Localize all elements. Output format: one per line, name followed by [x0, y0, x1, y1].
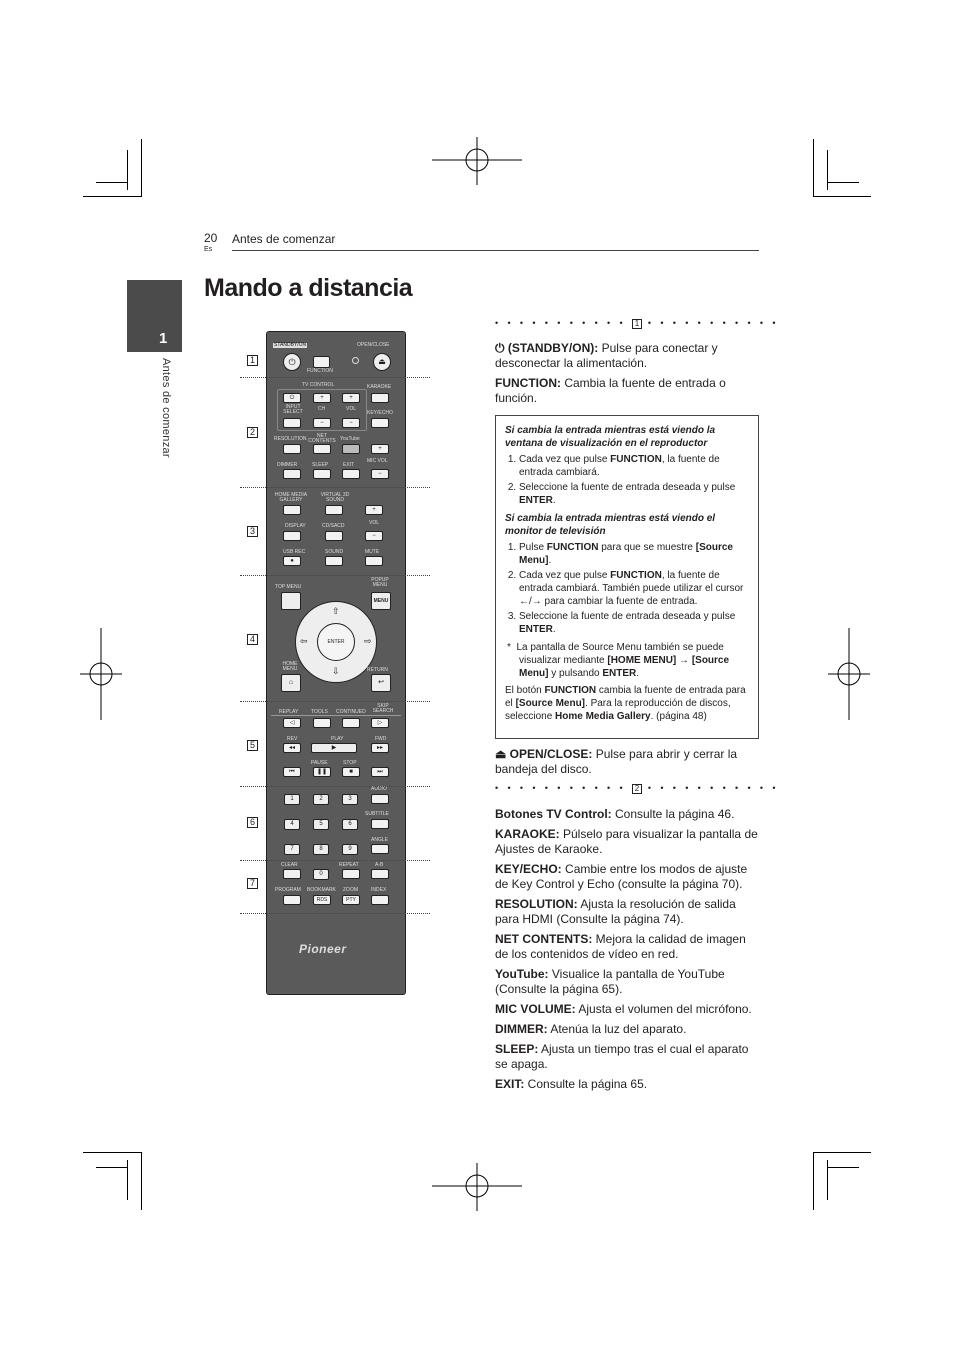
section-marker-1: 1: [247, 355, 258, 366]
tv-vol-down-button[interactable]: −: [342, 418, 360, 428]
box-heading-1: Si cambia la entrada mientras está viendo la ventana de visualización en el reproductor: [505, 425, 716, 449]
item-exit: EXIT: Consulte la página 65.: [495, 1077, 648, 1091]
item-sleep: SLEEP: Ajusta un tiempo tras el cual el aparato se apaga.: [495, 1042, 749, 1071]
section-divider: [240, 913, 430, 914]
cursor-ring[interactable]: [295, 601, 377, 683]
ch-label: CH: [318, 406, 326, 412]
section-divider: [240, 786, 430, 787]
ch-down-button[interactable]: −: [313, 418, 331, 428]
next-button[interactable]: ⏭: [371, 767, 389, 777]
repeat-button[interactable]: [342, 869, 360, 879]
home-media-gallery-label: HOME MEDIA GALLERY: [274, 492, 308, 503]
standby-description: [495, 341, 760, 371]
box-step: 2. Seleccione la fuente de entrada deseada y pulse ENTER.: [519, 481, 749, 507]
resolution-button[interactable]: [283, 444, 301, 454]
desc: Pulse para abrir y cerrar la bandeja del disco.: [495, 747, 738, 776]
standby-button[interactable]: ⏻: [283, 353, 301, 371]
box-note: * La pantalla de Source Menu también se puede visualizar mediante [HOME MENU] → [Source Menu] y pulsando ENTER.: [507, 642, 730, 679]
usb-rec-button[interactable]: ●: [283, 556, 301, 566]
function-label: FUNCTION: [307, 368, 333, 374]
ab-button[interactable]: [371, 869, 389, 879]
prev-button[interactable]: ⏮: [283, 767, 301, 777]
program-button[interactable]: [283, 895, 301, 905]
chapter-tab: [127, 280, 182, 352]
box-step: 3. Seleccione la fuente de entrada deseada y pulse ENTER.: [519, 610, 749, 636]
youtube-button[interactable]: [342, 444, 360, 454]
section-divider: [240, 575, 430, 576]
fwd-button[interactable]: ▸▸: [371, 743, 389, 753]
function-button[interactable]: [313, 356, 330, 368]
subtitle-label: SUBTITLE: [365, 811, 389, 817]
pause-button[interactable]: ❚❚: [313, 767, 331, 777]
section-marker-2: 2: [247, 427, 258, 438]
tv-control-label: TV CONTROL: [302, 382, 335, 388]
program-label: PROGRAM: [275, 887, 301, 893]
subtitle-button[interactable]: [371, 819, 389, 829]
function-info-box: [495, 415, 759, 739]
sound-label: SOUND: [325, 549, 344, 555]
number-9-button[interactable]: 9: [342, 844, 358, 855]
popup-menu-label: POPUP MENU: [371, 577, 389, 588]
replay-button[interactable]: ◁: [283, 718, 301, 728]
input-select-button[interactable]: [283, 418, 301, 428]
tv-power-button[interactable]: ⏻: [283, 393, 301, 403]
rev-button[interactable]: ◂◂: [283, 743, 301, 753]
key-echo-label: KEY/ECHO: [367, 410, 393, 416]
section-1-header: • • • • • • • • • • • 1 • • • • • • • • • • •: [495, 318, 779, 328]
mic-vol-down-button[interactable]: −: [371, 469, 389, 479]
zoom-label: ZOOM: [343, 887, 358, 893]
mic-vol-up-button[interactable]: +: [371, 444, 389, 454]
header-rule: [232, 250, 759, 251]
exit-label: EXIT: [343, 462, 355, 468]
desc: Cambia la fuente de entrada o función.: [495, 376, 726, 405]
virtual-3d-sound-label: VIRTUAL 3D SOUND: [320, 492, 350, 503]
open-close-description: [495, 747, 760, 777]
home-menu-label: HOME MENU: [282, 661, 298, 672]
vol-down-button[interactable]: −: [365, 531, 383, 541]
skip-search-button[interactable]: ▷: [371, 718, 389, 728]
top-menu-button[interactable]: [281, 592, 301, 610]
index-label: INDEX: [371, 887, 387, 893]
cursor-left-icon[interactable]: ⇦: [300, 636, 308, 646]
audio-label: AUDIO: [371, 786, 387, 792]
display-button[interactable]: [283, 531, 301, 541]
mute-label: MUTE: [365, 549, 380, 555]
box-heading-2: Si cambia la entrada mientras está viendo el monitor de televisión: [505, 513, 716, 537]
section-marker-3: 3: [247, 526, 258, 537]
section-1-badge: 1: [632, 319, 642, 329]
bookmark-label: BOOKMARK: [307, 887, 336, 893]
chapter-tab-number: 1: [159, 330, 168, 347]
top-menu-label: TOP MENU: [275, 584, 302, 590]
mic-vol-label: MIC VOL: [367, 458, 388, 464]
vol-up-button[interactable]: +: [365, 505, 383, 515]
index-button[interactable]: [371, 895, 389, 905]
mute-button[interactable]: [365, 556, 383, 566]
playback-divider: [271, 715, 401, 716]
sleep-button[interactable]: [313, 469, 331, 479]
ch-up-button[interactable]: +: [313, 393, 331, 403]
vol-label-2: VOL: [369, 520, 380, 526]
item-net-contents: NET CONTENTS: Mejora la calidad de imagen de los contenidos de vídeo en red.: [495, 932, 746, 961]
youtube-label: YouTube: [340, 436, 360, 442]
play-button[interactable]: ▶: [311, 743, 357, 753]
standby-label: STANDBY/ON: [274, 342, 307, 348]
net-contents-label: NET CONTENTS: [308, 433, 336, 444]
home-menu-button[interactable]: ⌂: [281, 674, 301, 692]
rev-label: REV: [287, 736, 298, 742]
item-tv-control: Botones TV Control: Consulte la página 46.: [495, 807, 735, 821]
home-media-gallery-button[interactable]: [283, 505, 301, 515]
cursor-right-icon[interactable]: ⇨: [364, 636, 372, 646]
page-title: Mando a distancia: [204, 274, 413, 302]
desc: Pulse para conectar y desconectar la alimentación.: [495, 341, 718, 370]
number-4-button[interactable]: 4: [284, 819, 300, 830]
clear-label: CLEAR: [281, 862, 298, 868]
section-divider: [240, 487, 430, 488]
section-2-items: [495, 807, 760, 1097]
cd-sacd-button[interactable]: [325, 531, 343, 541]
pause-label: PAUSE: [311, 760, 328, 766]
section-marker-6: 6: [247, 817, 258, 828]
box-step: 2. Cada vez que pulse FUNCTION, la fuente de entrada cambiará. También puede utilizar el cursor ←/→ para cambiar la fuente de entrada.: [519, 569, 749, 608]
enter-button[interactable]: ENTER: [317, 623, 355, 661]
dimmer-button[interactable]: [283, 469, 301, 479]
key-echo-button[interactable]: [371, 418, 389, 428]
return-label: RETURN: [367, 667, 388, 673]
page-language: Es: [204, 246, 213, 253]
section-divider: [240, 701, 430, 702]
display-label: DISPLAY: [285, 523, 306, 529]
clear-button[interactable]: [283, 869, 301, 879]
box-step: 1. Pulse FUNCTION para que se muestre [Source Menu].: [519, 541, 749, 567]
open-close-button[interactable]: ⏏: [373, 353, 391, 371]
number-3-button[interactable]: 3: [342, 794, 358, 805]
indicator-led: [352, 357, 359, 364]
tools-button[interactable]: [313, 718, 331, 728]
section-marker-7: 7: [247, 878, 258, 889]
zoom-button[interactable]: PTY: [342, 895, 360, 905]
exit-button[interactable]: [342, 469, 360, 479]
dimmer-label: DIMMER: [277, 462, 298, 468]
skip-search-label: SKIP SEARCH: [372, 703, 394, 714]
page-number: 20: [204, 231, 218, 245]
function-description: [495, 376, 760, 406]
box-step: 1. Cada vez que pulse FUNCTION, la fuente de entrada cambiará.: [519, 453, 749, 479]
cd-sacd-label: CD/SACD: [322, 523, 345, 529]
repeat-label: REPEAT: [339, 862, 359, 868]
item-mic-volume: MIC VOLUME: Ajusta el volumen del micrófono.: [495, 1002, 752, 1016]
number-1-button[interactable]: 1: [284, 794, 300, 805]
input-select-label: INPUT SELECT: [283, 404, 303, 415]
box-footer: El botón FUNCTION cambia la fuente de entrada para el [Source Menu]. Para la reproducción de discos, seleccione Home Media Gallery. (página 48): [505, 685, 746, 722]
open-close-label: OPEN/CLOSE: [357, 342, 390, 348]
section-2-badge: 2: [632, 784, 642, 794]
number-2-button[interactable]: 2: [313, 794, 329, 805]
bookmark-button[interactable]: RDS: [313, 895, 331, 905]
continued-button[interactable]: [342, 718, 360, 728]
number-6-button[interactable]: 6: [342, 819, 358, 830]
section-marker-5: 5: [247, 740, 258, 751]
replay-label: REPLAY: [279, 709, 299, 715]
number-5-button[interactable]: 5: [313, 819, 329, 830]
tools-label: TOOLS: [311, 709, 328, 715]
pioneer-logo: Pioneer: [299, 942, 347, 956]
net-contents-button[interactable]: [313, 444, 331, 454]
item-key-echo: KEY/ECHO: Cambie entre los modos de ajuste de Key Control y Echo (consulte la página 70).: [495, 862, 748, 891]
karaoke-label: KARAOKE: [367, 384, 392, 390]
menu-button[interactable]: MENU: [371, 592, 391, 610]
audio-button[interactable]: [371, 794, 389, 804]
usb-rec-label: USB REC: [283, 549, 306, 555]
stop-button[interactable]: ■: [342, 767, 360, 777]
number-0-button[interactable]: 0: [313, 869, 329, 880]
fwd-label: FWD: [375, 736, 387, 742]
item-youtube: YouTube: Visualice la pantalla de YouTube (Consulte la página 65).: [495, 967, 725, 996]
karaoke-button[interactable]: [371, 393, 389, 403]
cursor-down-icon[interactable]: ⇩: [332, 666, 340, 676]
continued-label: CONTINUED: [336, 709, 366, 715]
resolution-label: RESOLUTION: [274, 436, 307, 442]
tv-vol-up-button[interactable]: +: [342, 393, 360, 403]
play-label: PLAY: [331, 736, 344, 742]
item-resolution: RESOLUTION: Ajusta la resolución de salida para HDMI (Consulte la página 74).: [495, 897, 736, 926]
sleep-label: SLEEP: [312, 462, 329, 468]
term: ⏻ (STANDBY/ON):: [495, 341, 599, 355]
term: ⏏ OPEN/CLOSE:: [495, 747, 593, 761]
chapter-tab-label: Antes de comenzar: [160, 358, 172, 458]
sound-button[interactable]: [325, 556, 343, 566]
section-2-header: • • • • • • • • • • • 2 • • • • • • • • • • •: [495, 783, 779, 793]
section-divider: [240, 377, 430, 378]
return-button[interactable]: ↩: [371, 674, 391, 692]
vol-label: VOL: [346, 406, 357, 412]
angle-label: ANGLE: [371, 837, 388, 843]
stop-label: STOP: [343, 760, 357, 766]
number-7-button[interactable]: 7: [284, 844, 300, 855]
section-divider: [240, 860, 430, 861]
cursor-up-icon[interactable]: ⇧: [332, 606, 340, 616]
virtual-3d-sound-button[interactable]: [325, 505, 343, 515]
angle-button[interactable]: [371, 844, 389, 854]
section-marker-4: 4: [247, 634, 258, 645]
item-karaoke: KARAOKE: Púlselo para visualizar la pantalla de Ajustes de Karaoke.: [495, 827, 758, 856]
remote-control: [266, 331, 406, 995]
number-8-button[interactable]: 8: [313, 844, 329, 855]
running-header: Antes de comenzar: [232, 232, 336, 246]
ab-label: A-B: [375, 862, 384, 868]
item-dimmer: DIMMER: Atenúa la luz del aparato.: [495, 1022, 687, 1036]
term: FUNCTION:: [495, 376, 561, 390]
